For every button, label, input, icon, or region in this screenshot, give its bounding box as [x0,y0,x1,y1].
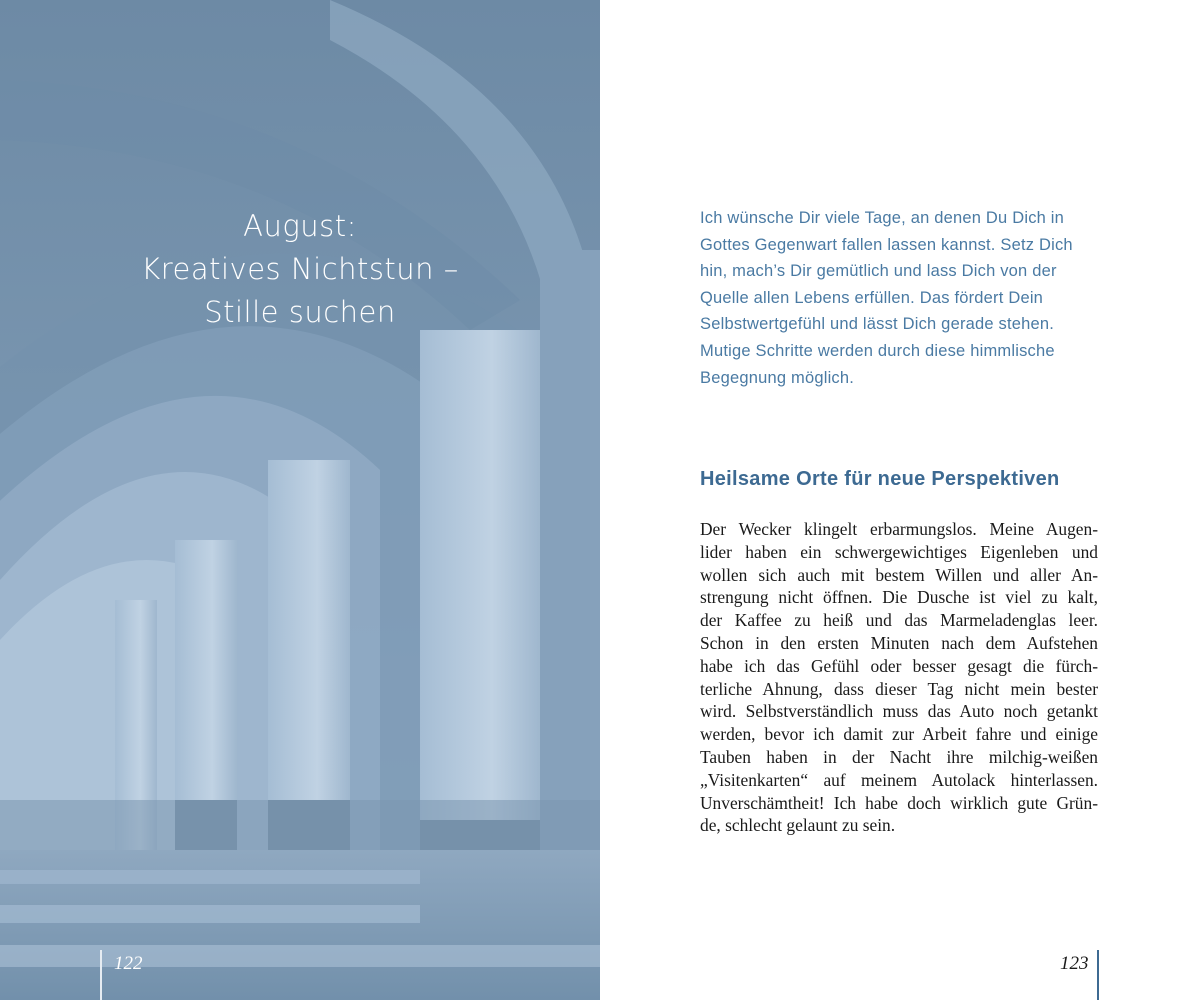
intro-line: Ich wünsche Dir viele Tage, an denen Du Dich in [700,209,1065,227]
body-line: der Kaffee zu heiß und das Marmeladenglas leer. [700,610,1098,631]
chapter-title-line-2: Kreatives Nichtstun – [141,252,459,286]
body-line: terliche Ahnung, dass dieser Tag nicht mein bester [700,678,1098,699]
body-line: Unverschämtheit! Ich habe doch wirklich gute Grün- [700,792,1098,813]
intro-line: Mutige Schritte werden durch diese himmlische [700,341,1055,360]
body-line: werden, bevor ich damit zur Arbeit fahre und einige [700,724,1098,745]
intro-paragraph [700,205,1100,391]
body-line: de, schlecht gelaunt zu sein. [700,815,896,836]
chapter-title-line-1: August: [243,209,357,243]
body-line: Der Wecker klingelt erbarmungslos. Meine Augen- [700,519,1098,539]
section-heading: Heilsame Orte für neue Perspektiven [700,468,1060,490]
intro-line: Quelle allen Lebens erfüllen. Das fördert Dein [700,288,1044,307]
intro-line: Begegnung möglich. [700,368,855,387]
body-line: strengung nicht öffnen. Die Dusche ist viel zu kalt, [700,587,1098,608]
right-page [600,0,1200,1000]
page-rule-left [100,950,102,1000]
intro-line: hin, mach’s Dir gemütlich und lass Dich von der [700,262,1057,281]
body-paragraph [700,518,1098,837]
body-line: „Visitenkarten“ auf meinem Autolack hinterlassen. [700,769,1098,790]
page-number-right: 123 [1060,953,1089,974]
body-line: lider haben ein schwergewichtiges Eigenleben und [700,541,1098,562]
body-line: wollen sich auch mit bestem Willen und aller An- [700,564,1098,585]
page-number-left: 122 [114,953,143,974]
page-rule-right [1097,950,1099,1000]
body-line: Schon in den ersten Minuten nach dem Aufstehen [700,632,1098,653]
intro-line: Selbstwertgefühl und lässt Dich gerade stehen. [700,315,1055,334]
body-line: wird. Selbstverständlich muss das Auto noch getankt [700,701,1098,722]
intro-line: Gottes Gegenwart fallen lassen kannst. Setz Dich [700,235,1073,254]
chapter-title-line-3: Stille suchen [204,295,396,329]
chapter-title [0,205,600,334]
body-line: Tauben haben in der Nacht ihre milchig-weißen [700,746,1098,767]
body-line: habe ich das Gefühl oder besser gesagt die fürch- [700,655,1098,676]
